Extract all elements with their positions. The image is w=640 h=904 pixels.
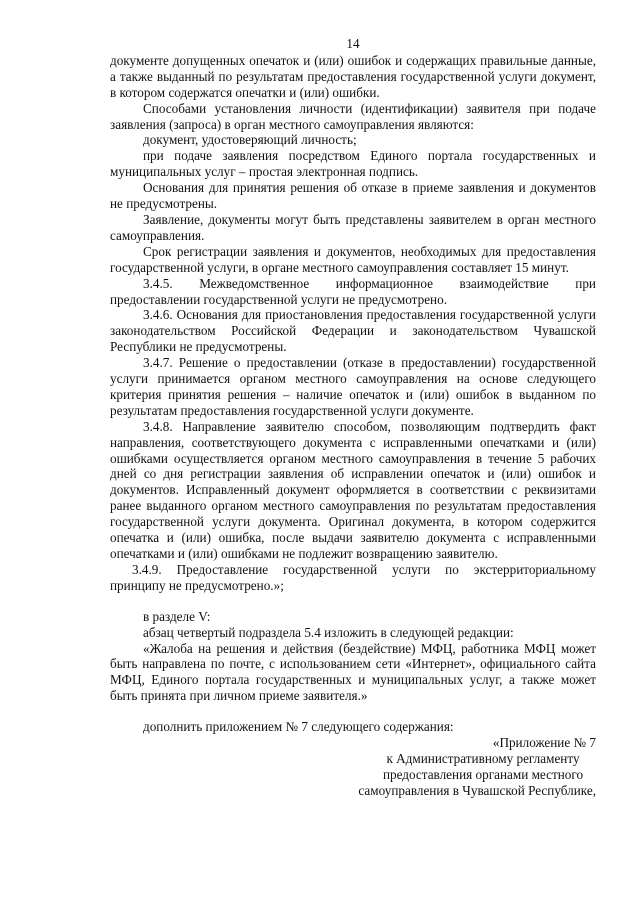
- appendix-line: самоуправления в Чувашской Республике,: [358, 782, 596, 798]
- appendix-line: предоставления органами местного: [382, 766, 584, 782]
- paragraph: 3.4.9. Предоставление государственной услуги по экстерриториальному принципу не предусмотрено.»;: [110, 561, 596, 593]
- paragraph: Способами установления личности (идентификации) заявителя при подаче заявления (запроса) в орган местного самоуправления являются:: [110, 100, 596, 132]
- paragraph: в разделе V:: [143, 608, 211, 624]
- appendix-line: «Приложение № 7: [492, 735, 596, 751]
- paragraph: Заявление, документы могут быть представлены заявителем в орган местного самоуправления.: [110, 211, 596, 243]
- paragraph: 3.4.7. Решение о предоставлении (отказе в предоставлении) государственной услуги принимается органом местного самоуправления на основе следующего критерия принятия решения – наличие опечаток и (или) ошибок в выданном по результатам предоставления государственной услуги документе.: [110, 355, 596, 418]
- paragraph: абзац четвертый подраздела 5.4 изложить в следующей редакции:: [143, 624, 514, 640]
- paragraph: «Жалоба на решения и действия (бездействие) МФЦ, работника МФЦ может быть направлена по почте, с использованием сети «Интернет», официального сайта МФЦ, Единого портала государственных и муниципальных услуг, а также может быть принята при личном приеме заявителя.»: [110, 640, 596, 704]
- paragraph: при подаче заявления посредством Единого портала государственных и муниципальных услуг – простая электронная подпись.: [110, 148, 596, 180]
- appendix-line: к Административному регламенту: [386, 750, 580, 766]
- paragraph: Основания для принятия решения об отказе в приеме заявления и документов не предусмотрены.: [110, 180, 596, 212]
- paragraph: документ, удостоверяющий личность;: [143, 132, 357, 148]
- paragraph: дополнить приложением № 7 следующего содержания:: [143, 719, 454, 735]
- paragraph: Срок регистрации заявления и документов, необходимых для предоставления государственной услуги, в органе местного самоуправления составляет 15 минут.: [110, 243, 596, 275]
- page-number: 14: [346, 36, 360, 51]
- paragraph: документе допущенных опечаток и (или) ошибок и содержащих правильные данные, а также выданный по результатам предоставления государственной услуги документ, в котором содержатся опечатки и (или) ошибки.: [110, 52, 596, 100]
- paragraph: 3.4.6. Основания для приостановления предоставления государственной услуги законодательством Российской Федерации и законодательством Чувашской Республики не предусмотрены.: [110, 307, 596, 355]
- paragraph: 3.4.8. Направление заявителю способом, позволяющим подтвердить факт направления, соответствующего документа с исправленными опечатками и (или) ошибками осуществляется органом местного самоуправления в течение 5 рабочих дней со дня регистрации заявления об исправлении опечаток и (или) ошибок и документов. Исправленный документ оформляется в соответствии с реквизитами ранее выданного органом местного самоуправления по результатам предоставления государственной услуги документа. Оригинал документа, в котором содержится опечатка и (или) ошибка, после выдачи заявителю документа с исправленными опечатками и (или) ошибками не подлежит возвращению заявителю.: [110, 418, 596, 561]
- paragraph: 3.4.5. Межведомственное информационное взаимодействие при предоставлении государственной услуги не предусмотрено.: [110, 275, 596, 307]
- appendix-heading: [110, 735, 596, 799]
